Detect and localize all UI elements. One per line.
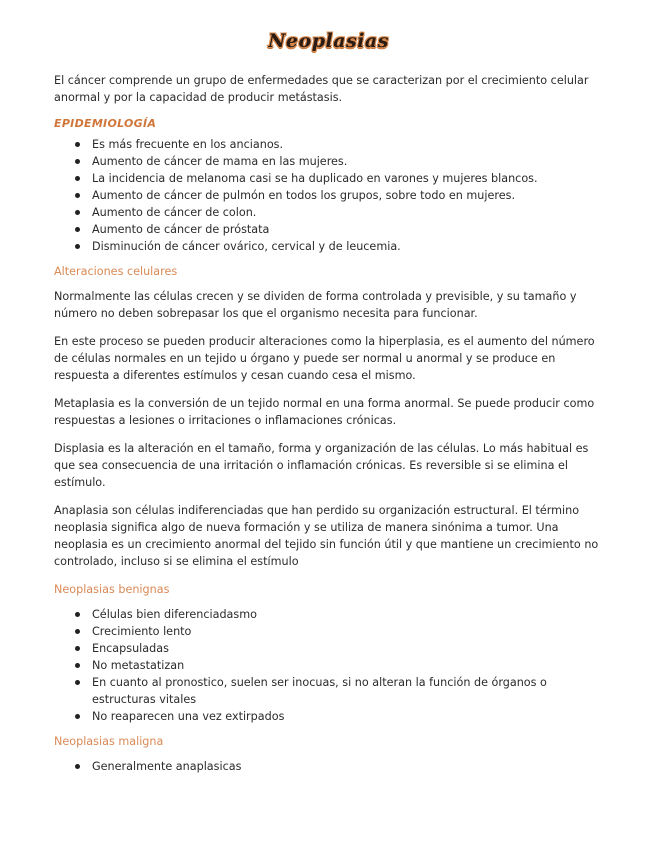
list-item: Aumento de cáncer de mama en las mujeres. [92,153,603,170]
paragraph: En este proceso se pueden producir alteraciones como la hiperplasia, es el aumento del número de células normales en un tejido u órgano y puede ser normal u anormal y se produce en respuesta a diferentes estímulos y cesan cuando cesa el mismo. [54,335,595,382]
list-item: Células bien diferenciadasmo [92,606,603,623]
paragraph: Normalmente las células crecen y se dividen de forma controlada y previsible, y su tamaño y número no deben sobrepasar los que el organismo necesita para funcionar. [54,290,577,320]
paragraph: Metaplasia es la conversión de un tejido normal en una forma anormal. Se puede producir como respuestas a lesiones o irritaciones o inflamaciones crónicas. [54,397,595,427]
list-item: Aumento de cáncer de colon. [92,204,603,221]
heading-alteraciones: Alteraciones celulares [54,265,178,278]
maligna-list [54,758,603,775]
list-item: Generalmente anaplasicas [92,758,603,775]
list-item: Disminución de cáncer ovárico, cervical y de leucemia. [92,238,603,255]
intro-paragraph: El cáncer comprende un grupo de enfermedades que se caracterizan por el crecimiento celular anormal y por la capacidad de producir metástasis. [54,74,589,104]
heading-benignas: Neoplasias benignas [54,583,170,596]
paragraph: Anaplasia son células indiferenciadas que han perdido su organización estructural. El término neoplasia significa algo de nueva formación y se utiliza de manera sinónima a tumor. Una neoplasia es un crecimiento anormal del tejido sin función útil y que mantiene un crecimiento no controlado, incluso si se elimina el estímulo [54,504,599,568]
heading-maligna: Neoplasias maligna [54,735,164,748]
paragraph: Displasia es la alteración en el tamaño, forma y organización de las células. Lo más habitual es que sea consecuencia de una irritación o inflamación crónicas. Es reversible si se elimina el estímulo. [54,442,589,489]
list-item: Es más frecuente en los ancianos. [92,136,603,153]
title-container [54,0,603,58]
document-title: Neoplasias [268,30,389,52]
list-item: En cuanto al pronostico, suelen ser inocuas, si no alteran la función de órganos o estructuras vitales [92,674,603,708]
list-item: Aumento de cáncer de pulmón en todos los grupos, sobre todo en mujeres. [92,187,603,204]
list-item: Aumento de cáncer de próstata [92,221,603,238]
epidemiologia-list [54,136,603,255]
list-item: La incidencia de melanoma casi se ha duplicado en varones y mujeres blancos. [92,170,603,187]
list-item: Crecimiento lento [92,623,603,640]
benignas-list [54,606,603,725]
list-item: No metastatizan [92,657,603,674]
list-item: No reaparecen una vez extirpados [92,708,603,725]
heading-epidemiologia: EPIDEMIOLOGÍA [54,117,157,130]
list-item: Encapsuladas [92,640,603,657]
